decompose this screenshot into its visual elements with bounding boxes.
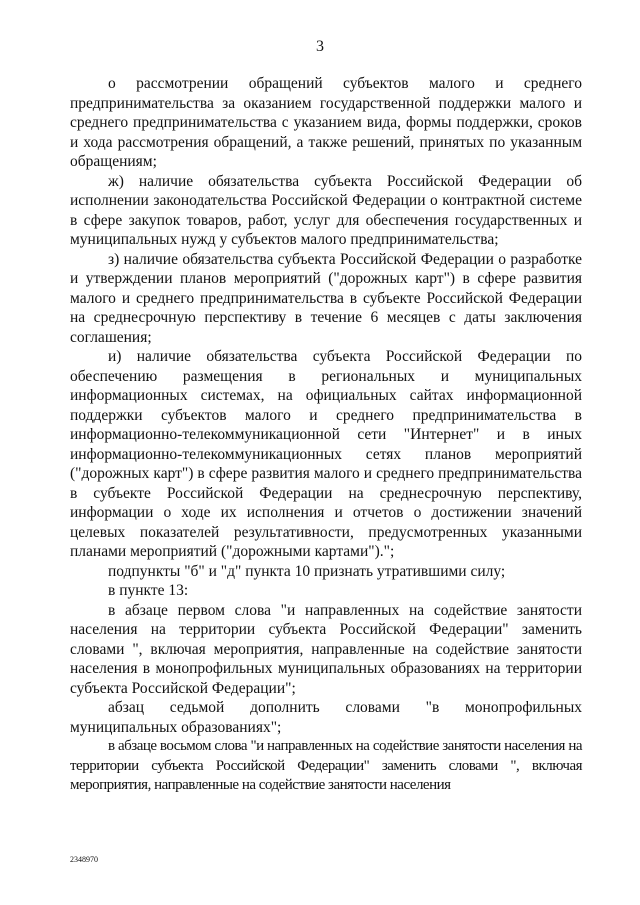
paragraph-1: о рассмотрении обращений субъектов малого и среднего предпринимательства за оказанием государственной поддержки малого и среднего предпринимательства с указанием вида, формы поддержки, сроков и хода рассмотрения обращений, а также решений, принятых по указанным обращениям; (70, 75, 582, 170)
paragraph-item-zh: ж) наличие обязательства субъекта Российской Федерации об исполнении законодательства Российской Федерации о контрактной системе в сфере закупок товаров, работ, услуг для обеспечения государственных и муниципальных нужд у субъектов малого предпринимательства; (70, 172, 582, 248)
paragraph-item-13: в пункте 13: (108, 582, 189, 599)
paragraph-abzac-seventh: абзац седьмой дополнить словами "в монопрофильных муниципальных образованиях"; (70, 699, 582, 736)
paragraph-abzac-eighth: в абзаце восьмом слова "и направленных на содействие занятости населения на территории субъекта Российской Федерации" заменить словами ", включая мероприятия, направленные на содействие занятости населения (70, 738, 582, 793)
paragraph-subitems-repeal: подпункты "б" и "д" пункта 10 признать утратившими силу; (108, 562, 506, 580)
paragraph-item-i: и) наличие обязательства субъекта Российской Федерации по обеспечению размещения в региональных и муниципальных информационных системах, на официальных сайтах информационной поддержки субъектов малого и среднего предпринимательства в информационно-телекоммуникационной сети "Интернет" и в иных информационно-телекоммуникационных сетях планов мероприятий ("дорожных карт") в сфере развития малого и среднего предпринимательства в субъекте Российской Федерации на среднесрочную перспективу, информации о ходе их исполнения и отчетов о достижении значений целевых показателей результативности, предусмотренных указанными планами мероприятий ("дорожными картами")."; (70, 348, 582, 560)
paragraph-item-z: з) наличие обязательства субъекта Российской Федерации о разработке и утверждении планов мероприятий ("дорожных карт") в сфере развития малого и среднего предпринимательства в субъекте Российской Федерации на среднесрочную перспективу в течение 6 месяцев с даты заключения соглашения; (70, 250, 582, 346)
paragraph-abzac-first: в абзаце первом слова "и направленных на содействие занятости населения на территории субъекта Российской Федерации" заменить словами ", включая мероприятия, направленные на содействие занятости населения в монопрофильных муниципальных образованиях на территории субъекта Российской Федерации"; (70, 601, 582, 697)
document-body (70, 74, 582, 796)
document-code: 2348970 (70, 855, 98, 864)
page-number: 3 (316, 38, 324, 55)
